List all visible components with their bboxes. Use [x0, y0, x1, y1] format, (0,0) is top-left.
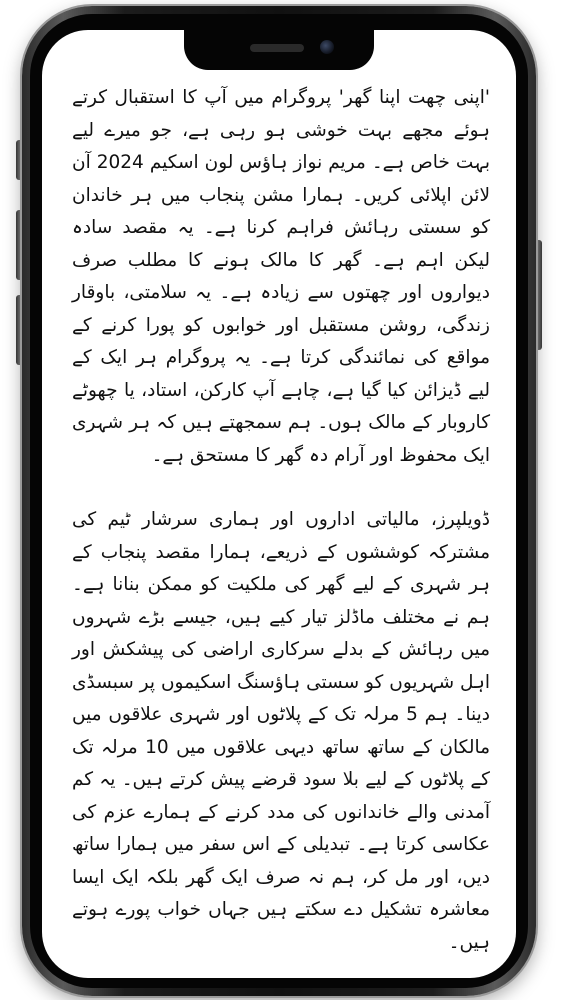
phone-notch	[184, 30, 374, 70]
speaker-grille	[250, 44, 304, 52]
article-paragraph-2: ڈویلپرز، مالیاتی اداروں اور ہماری سرشار ٹیم کی مشترکہ کوششوں کے ذریعے، ہمارا مقصد پنجاب کے ہر شہری کے لیے گھر کی ملکیت کو ممکن بنانا ہے۔ ہم نے مختلف ماڈلز تیار کیے ہیں، جیسے بڑے شہروں میں رہائش کے بدلے سرکاری اراضی کی پیشکش اور اہل شہریوں کو سستی ہاؤسنگ اسکیموں پر سبسڈی دینا۔ ہم 5 مرلہ تک کے پلاٹوں اور شہری علاقوں میں مالکان کے ساتھ ساتھ دیہی علاقوں میں 10 مرلہ تک کے پلاٹوں کے لیے بلا سود قرضے پیش کرتے ہیں۔ یہ کم آمدنی والے خاندانوں کی مدد کرنے کے ہمارے عزم کی عکاسی کرتا ہے۔ تبدیلی کے اس سفر میں ہمارا ساتھ دیں، اور مل کر، ہم نہ صرف ایک گھر بلکہ ایک ایسا معاشرہ تشکیل دے سکتے ہیں جہاں خواب پورے ہوتے ہیں۔	[72, 509, 491, 953]
article-body	[72, 82, 490, 954]
front-camera-icon	[320, 40, 334, 54]
phone-screen	[42, 30, 516, 978]
article-paragraph-1: 'اپنی چھت اپنا گھر' پروگرام میں آپ کا استقبال کرتے ہوئے مجھے بہت خوشی ہو رہی ہے، جو میرے لیے بہت خاص ہے۔ مریم نواز ہاؤس لون اسکیم 2024 آن لائن اپلائی کریں۔ ہمارا مشن پنجاب میں ہر خاندان کو سستی رہائش فراہم کرنا ہے۔ یہ مقصد سادہ لیکن اہم ہے۔ گھر کا مالک ہونے کا مطلب صرف دیواروں اور چھتوں سے زیادہ ہے۔ یہ سلامتی، باوقار زندگی، روشن مستقبل اور خوابوں کو پورا کرنے کے مواقع کی نمائندگی کرتا ہے۔ یہ پروگرام ہر ایک کے لیے ڈیزائن کیا گیا ہے، چاہے آپ کارکن، استاد، یا چھوٹے کاروبار کے مالک ہوں۔ ہم سمجھتے ہیں کہ ہر شہری ایک محفوظ اور آرام دہ گھر کا مستحق ہے۔	[72, 87, 490, 466]
